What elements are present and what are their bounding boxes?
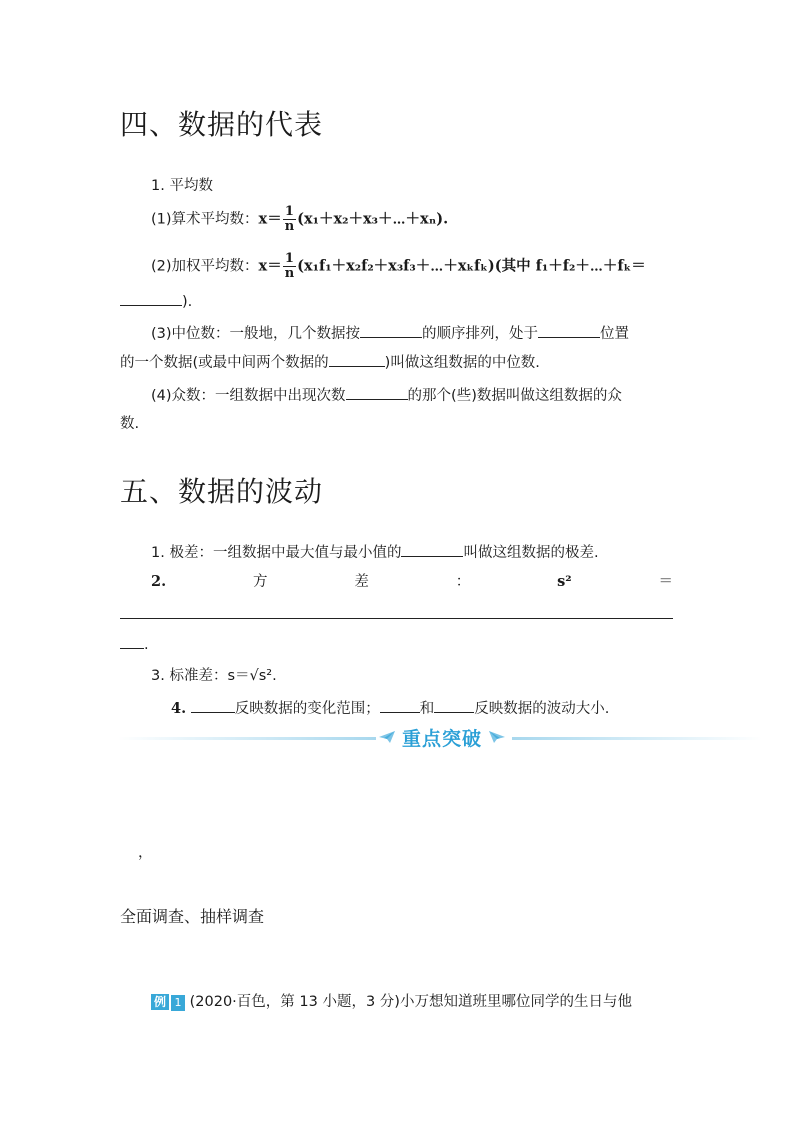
example-1 [151, 992, 632, 1012]
paper-plane-icon-right [488, 730, 506, 744]
example-text: (2020·百色，第 13 小题，3 分)小万想知道班里哪位同学的生日与他 [189, 994, 632, 1010]
stray-comma: ， [138, 845, 153, 861]
blank-range-diff[interactable] [401, 541, 463, 557]
blank-variance-tail[interactable] [120, 633, 144, 649]
example-badge: 例 [151, 994, 169, 1010]
item-variance: 2. 方 差 ： s² ＝ [151, 573, 673, 590]
arith-mean-fraction: $\frac{1}{n}$ [284, 204, 295, 234]
weighted-mean-body: (x₁f₁＋x₂f₂＋x₃f₃＋⋯＋xₖfₖ)( [297, 257, 502, 275]
example-badge-number: 1 [171, 995, 185, 1011]
arith-mean-lhs: x [258, 210, 268, 228]
section-5-title: 五、数据的波动 [120, 475, 324, 508]
item-median-cont: 的一个数据(或最中间两个数据的 )叫做这组数据的中位数. [120, 351, 540, 373]
item-arithmetic-mean: (1)算术平均数：x＝ $\frac{1}{n}$ (x₁＋x₂＋x₃＋⋯＋xₙ). [151, 204, 449, 234]
blank-median-position[interactable] [538, 322, 600, 338]
banner-title: 重点突破 [402, 727, 483, 750]
topic-heading: 全面调查、抽样调查 [120, 907, 265, 926]
blank-summary-1[interactable] [191, 697, 235, 713]
item-mean-heading: 1. 平均数 [151, 178, 213, 194]
banner [378, 724, 506, 750]
section-4-title: 四、数据的代表 [120, 108, 324, 141]
banner-line-right [512, 737, 762, 740]
blank-summary-2[interactable] [380, 697, 420, 713]
blank-variance-line[interactable] [120, 618, 673, 619]
item-mode: (4)众数：一组数据中出现次数 的那个(些)数据叫做这组数据的众 [151, 384, 622, 406]
arith-mean-label: (1)算术平均数： [151, 211, 259, 228]
item-summary: 4. 反映数据的变化范围； 和 反映数据的波动大小. [171, 697, 609, 719]
weighted-mean-fraction: $\frac{1}{n}$ [284, 251, 295, 281]
item-mode-cont: 数. [120, 416, 140, 432]
blank-weights-sum[interactable] [120, 290, 182, 306]
item-weighted-mean: (2)加权平均数：x＝ $\frac{1}{n}$ (x₁f₁＋x₂f₂＋x₃f₃＋⋯＋xₖfₖ)(其中 f₁＋f₂＋⋯＋fₖ＝ [151, 251, 646, 281]
variance-cont: . [120, 633, 149, 655]
paper-plane-icon [378, 730, 396, 744]
weighted-mean-cont: ). [120, 290, 192, 312]
blank-median-middle[interactable] [329, 351, 385, 367]
blank-mode-count[interactable] [346, 384, 408, 400]
banner-line-left [118, 737, 376, 740]
weighted-mean-label: (2)加权平均数： [151, 258, 259, 275]
item-range: 1. 极差：一组数据中最大值与最小值的 叫做这组数据的极差. [151, 541, 599, 563]
item-median: (3)中位数：一般地，几个数据按 的顺序排列，处于 位置 [151, 322, 629, 344]
item-std-dev: 3. 标准差：s＝√s². [151, 668, 277, 684]
weighted-mean-note: 其中 f₁＋f₂＋⋯＋fₖ＝ [501, 257, 646, 275]
blank-median-order[interactable] [360, 322, 422, 338]
blank-summary-3[interactable] [434, 697, 474, 713]
arith-mean-body: (x₁＋x₂＋x₃＋⋯＋xₙ). [297, 210, 449, 228]
